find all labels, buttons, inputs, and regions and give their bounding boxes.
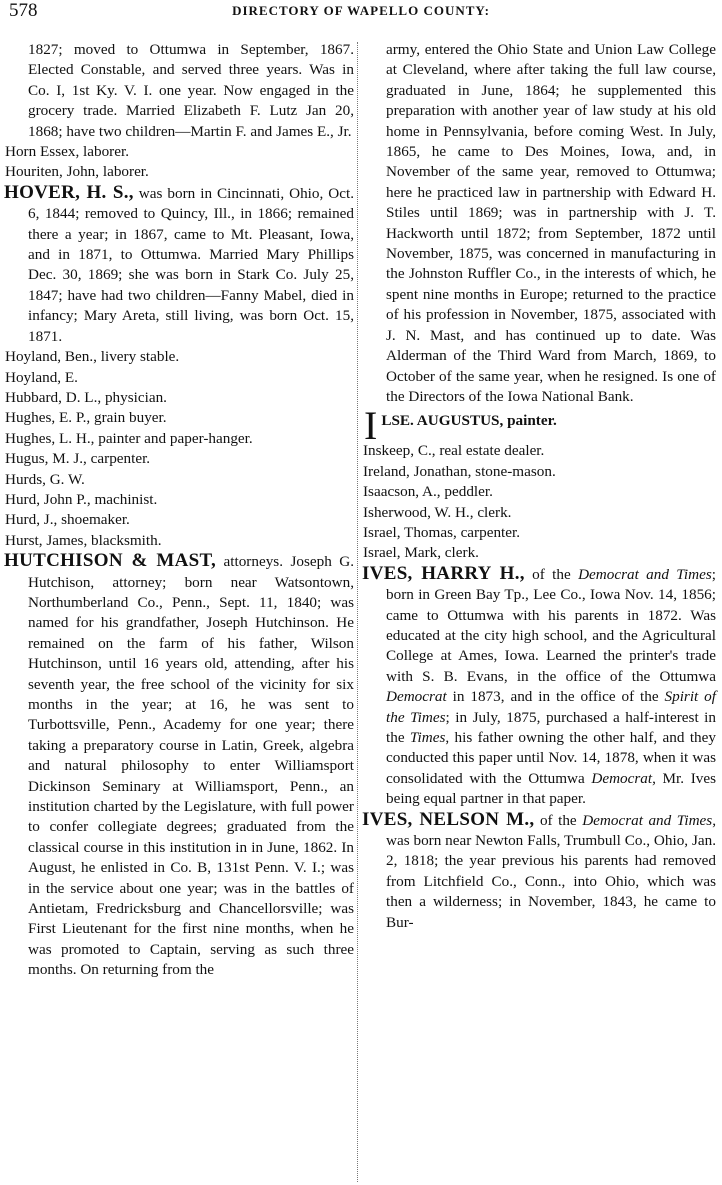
entry-hutchison-mast: [4, 551, 354, 981]
left-column: [4, 40, 354, 981]
entry-ives-nelson: [362, 810, 716, 933]
entry-text: attorneys. Joseph G. Hutchison, attorney; born near Watsontown, Northumberland Co., Penn., Sept. 11, 1840; was named for his grandfather, Joseph Hutchinson. He remained on the farm of his father, Wilson Hutchinson, until 16 years old, attending, after his seventh year, the free school of the vicinity for six months in the year; at 16, he was sent to Turbottsville, Penn., Academy for one year; there taking a preparatory course in Latin, Greek, algebra and natural philosophy to enter Williamsport Dickinson Seminary at Williamsport, Penn., an institution charted by the Legislature, with full power to confer collegiate degrees; graduated from the classical course in this institution in in June, 1862. In August, he enlisted in Co. B, 131st Penn. V. I.; was in the service about one year; was in the battles of Antietam, Fredricksburg and Chancellorsville; was First Lieutenant for the first nine months, when he was promoted to Captain, serving as such three months. On returning from the: [28, 553, 354, 979]
newspaper-title: Times: [409, 729, 446, 746]
entry-isaacson: Isaacson, A., peddler.: [363, 483, 493, 501]
entry-hubbard: Hubbard, D. L., physician.: [5, 388, 167, 406]
right-column: [362, 40, 716, 933]
entry-inskeep: Inskeep, C., real estate dealer.: [363, 442, 545, 460]
entry-text: ; born in Green Bay Tp., Lee Co., Iowa Nov. 14, 1856; came to Ottumwa with his parents in 1872. Was educated at the city high school, and the Agricultural College at Ames, Iowa. Learned the printer's trade with S. B. Evans, in the office of the Ottumwa: [386, 565, 716, 685]
entry-israel-thomas: Israel, Thomas, carpenter.: [363, 523, 521, 541]
entry-hurst: Hurst, James, blacksmith.: [5, 531, 162, 549]
running-head: DIRECTORY OF WAPELLO COUNTY:: [232, 3, 490, 18]
column-divider: [357, 42, 358, 1182]
entry-hoyland-e: Hoyland, E.: [5, 368, 78, 386]
newspaper-title: Democrat: [386, 688, 447, 706]
newspaper-title: Democrat: [591, 769, 653, 787]
page-header: [0, 0, 722, 22]
entry-text: was born in Cincinnati, Ohio, Oct. 6, 1844; removed to Quincy, Ill., in 1866; remained there a year; in 1867, came to Mt. Pleasant, Iowa, and in 1871, to Ottumwa. Married Mary Phillips Dec. 30, 1869; she was born in Stark Co. July 25, 1847; have had two children—Fanny Mabel, died in infancy; Mary Areta, still living, was born Oct. 15, 1871.: [28, 184, 354, 345]
entry-hugus: Hugus, M. J., carpenter.: [5, 450, 151, 468]
entry-israel-mark: Israel, Mark, clerk.: [363, 544, 479, 562]
entry-text: of the: [524, 565, 579, 583]
entry-houriten: Houriten, John, laborer.: [5, 163, 149, 181]
entry-continuation: [362, 40, 716, 407]
entry-name: HOVER, H. S.,: [4, 181, 134, 203]
entry-hover: [4, 183, 354, 347]
entry-text: , was born near Newton Falls, Trumbull Co., Ohio, Jan. 2, 1818; the year previous his parents had removed from Litchfield Co., Conn., into Ohio, which was then a wilderness; in November, 1843, he came to Bur-: [386, 811, 716, 931]
entry-text: in 1873, and in the office of the: [446, 688, 665, 706]
entry-hurds: Hurds, G. W.: [5, 470, 85, 488]
entry-text: army, entered the Ohio State and Union Law College at Cleveland, where after taking the full law course, graduated in June, 1864; he supplemented this preparation with another year of law study at his old home in Pennsylvania, before coming West. In July, 1865, he came to Des Moines, Iowa, and, in November of the same year, removed to Ottumwa; here he practiced law in partnership with Edward H. Stiles until 1869; was in partnership with J. T. Hackworth until 1872; from September, 1872 until November, 1875, was concerned in manufacturing in the Johnston Ruffler Co., in the interests of which, he spent nine months in Europe; returned to the practice of his profession in November, 1875, associated with J. N. Mast, and has continued up to date. Was Alderman of the Third Ward from March, 1869, to October of the same year, when he resigned. Is one of the Directors of the Iowa National Bank.: [386, 41, 716, 405]
entry-hughes-e: Hughes, E. P., grain buyer.: [5, 409, 167, 427]
entry-name: IVES, NELSON M.,: [362, 808, 535, 830]
entry-horn: Horn Essex, laborer.: [5, 143, 129, 161]
entry-name: HUTCHISON & MAST,: [4, 550, 217, 572]
entry-text: , Mr. Ives being equal partner in that paper.: [386, 769, 717, 808]
entry-isherwood: Isherwood, W. H., clerk.: [363, 503, 512, 521]
entry-text: , his father owning the other half, and they conducted this paper until Nov. 14, 1878, when it was consolidated with the Ottumwa: [386, 729, 716, 787]
section-initial: I: [364, 403, 378, 449]
newspaper-title: Democrat and Times: [582, 811, 713, 829]
entry-ives-harry: [362, 564, 716, 810]
entry-text: LSE. AUGUSTUS, painter.: [381, 412, 557, 430]
entry-hurd-j: Hurd, J., shoemaker.: [5, 511, 130, 529]
entry-text: ; in July, 1875, purchased a half-interest in the: [386, 708, 716, 746]
entry-text: 1827; moved to Ottumwa in September, 1867. Elected Constable, and served three years. Was in Co. I, 1st Ky. V. I. one year. Now engaged in the grocery trade. Married Elizabeth F. Lutz Jan 20, 1868; have two children—Martin F. and James E., Jr.: [28, 41, 354, 140]
entry-ireland: Ireland, Jonathan, stone-mason.: [363, 462, 556, 480]
entry-hurd-john: Hurd, John P., machinist.: [5, 490, 158, 508]
entry-text: of the: [534, 811, 583, 829]
entry-continuation: [4, 40, 354, 142]
entry-hoyland-ben: Hoyland, Ben., livery stable.: [5, 348, 180, 366]
page-number: 578: [9, 0, 38, 21]
entry-ilse: [362, 403, 716, 449]
entry-name: IVES, HARRY H.,: [362, 562, 525, 584]
newspaper-title: Democrat and Times: [578, 565, 712, 583]
newspaper-title: Spirit of the Times: [386, 688, 716, 726]
entry-hughes-l: Hughes, L. H., painter and paper-hanger.: [5, 429, 253, 447]
